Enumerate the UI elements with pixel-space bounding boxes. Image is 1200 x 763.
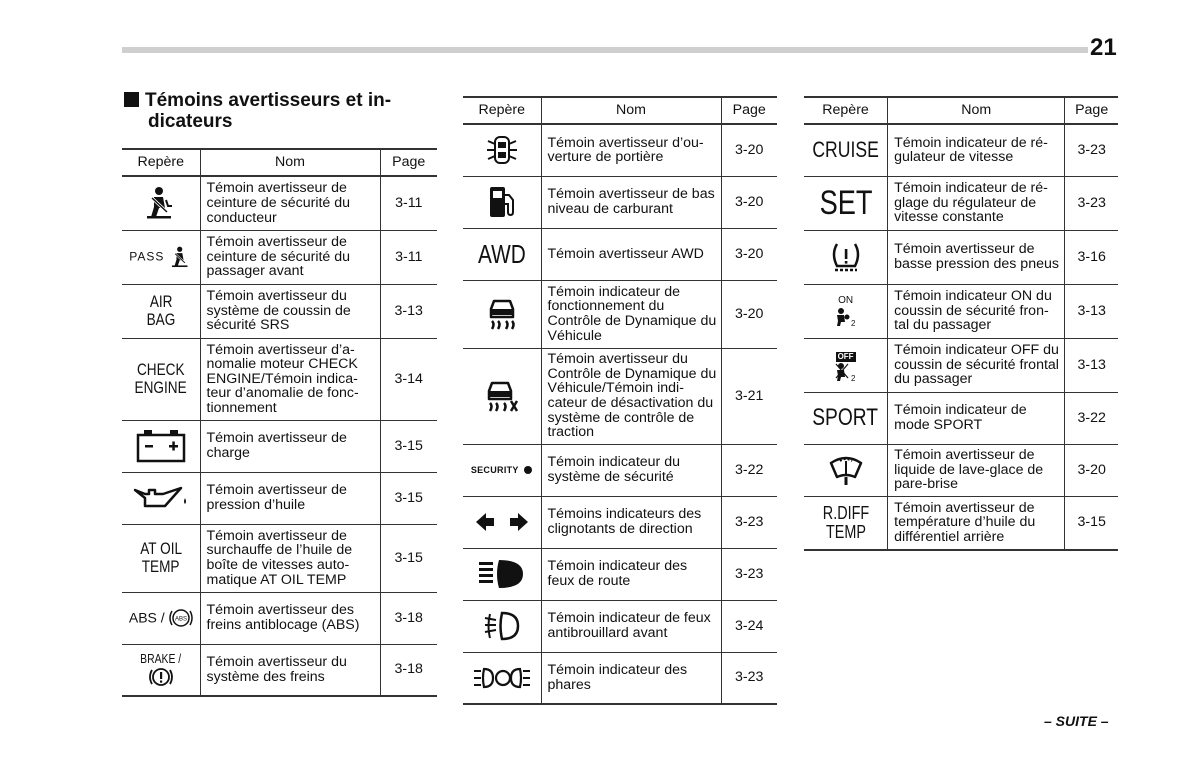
fuel-pump-icon <box>463 176 541 228</box>
page-cell: 3-23 <box>721 496 777 548</box>
page-cell: 3-23 <box>721 652 777 704</box>
brake-icon <box>122 644 200 696</box>
name-cell: Témoin avertisseur de basse pression des pneus <box>888 230 1065 284</box>
name-cell: Témoin avertisseur d’a-nomalie moteur CHECK ENGINE/Témoin indica-teur d’anomalie de fonc-tionnement <box>200 338 380 420</box>
symbol-line-1: R.DIFF <box>822 503 869 524</box>
abs-icon <box>122 592 200 644</box>
table-header <box>804 97 1118 124</box>
table-row <box>463 652 777 704</box>
off-label: OFF <box>837 351 854 361</box>
cruise-text-icon <box>804 124 888 176</box>
name-cell: Témoin indicateur de ré-gulateur de vitesse <box>888 124 1065 176</box>
page-cell: 3-15 <box>380 420 437 472</box>
pass-seatbelt-icon <box>122 230 200 284</box>
security-icon <box>463 444 541 496</box>
table-row <box>804 338 1118 392</box>
page-cell: 3-22 <box>721 444 777 496</box>
page-cell: 3-23 <box>721 548 777 600</box>
table-row <box>122 176 437 230</box>
name-cell: Témoin avertisseur de liquide de lave-glace de pare-brise <box>888 444 1065 496</box>
oil-can-icon <box>122 472 200 524</box>
name-cell: Témoin avertisseur de ceinture de sécurité du conducteur <box>200 176 380 230</box>
page-cell: 3-21 <box>721 348 777 444</box>
name-cell: Témoin avertisseur du système de coussin de sécurité SRS <box>200 284 380 338</box>
table-row <box>463 548 777 600</box>
washer-fluid-icon <box>804 444 888 496</box>
name-cell: Témoin avertisseur de ceinture de sécurité du passager avant <box>200 230 380 284</box>
turn-signal-icon <box>463 496 541 548</box>
symbol-line-2: BAG <box>146 310 176 329</box>
airbag-off-icon <box>804 338 888 392</box>
name-cell: Témoin indicateur de fonctionnement du Contrôle de Dynamique du Véhicule <box>541 280 721 348</box>
name-cell: Témoin indicateur des phares <box>541 652 721 704</box>
symbol-line-1: AT OIL <box>139 539 182 559</box>
table-row <box>122 472 437 524</box>
page-cell: 3-13 <box>1065 338 1118 392</box>
page-cell: 3-11 <box>380 230 437 284</box>
table-header <box>122 149 437 176</box>
page-cell: 3-24 <box>721 600 777 652</box>
table-row <box>122 420 437 472</box>
name-cell: Témoins indicateurs des clignotants de direction <box>541 496 721 548</box>
warning-table-3 <box>804 96 1118 551</box>
name-cell: Témoin indicateur de ré-glage du régulateur de vitesse constante <box>888 176 1065 230</box>
symbol-line-2: TEMP <box>825 521 866 542</box>
set-label: SET <box>819 184 873 222</box>
name-cell: Témoin avertisseur du Contrôle de Dynamique du Véhicule/Témoin indi-cateur de désactivation du système de contrôle de traction <box>541 348 721 444</box>
name-cell: Témoin indicateur de feux antibrouillard avant <box>541 600 721 652</box>
table-row <box>463 280 777 348</box>
name-cell: Témoin indicateur des feux de route <box>541 548 721 600</box>
on-label: ON <box>838 295 854 306</box>
table-row <box>804 392 1118 444</box>
rdiff-temp-text-icon <box>804 496 888 550</box>
warning-table-1 <box>122 148 437 697</box>
col-symbol-header: Repère <box>804 97 888 124</box>
page-number: 21 <box>1090 34 1117 61</box>
vdc-off-icon <box>463 348 541 444</box>
col-page-header: Page <box>721 97 777 124</box>
airbag-on-icon <box>804 284 888 338</box>
page-cell: 3-15 <box>380 524 437 592</box>
page-cell: 3-20 <box>1065 444 1118 496</box>
name-cell: Témoin indicateur OFF du coussin de sécurité frontal du passager <box>888 338 1065 392</box>
name-cell: Témoin indicateur de mode SPORT <box>888 392 1065 444</box>
brake-label: BRAKE / <box>140 651 182 667</box>
page-cell: 3-13 <box>380 284 437 338</box>
page-cell: 3-13 <box>1065 284 1118 338</box>
page-cell: 3-18 <box>380 644 437 696</box>
bullet-square-icon <box>124 92 139 107</box>
table-row <box>122 644 437 696</box>
table-row <box>804 444 1118 496</box>
symbol-line-2: TEMP <box>141 557 180 576</box>
table-row <box>463 444 777 496</box>
symbol-line-1: AIR <box>149 292 173 312</box>
col-page-header: Page <box>380 149 437 176</box>
vdc-skid-icon <box>463 280 541 348</box>
at-oil-temp-text-icon <box>122 524 200 592</box>
table-row <box>122 592 437 644</box>
section-heading <box>124 90 434 132</box>
table-row <box>122 230 437 284</box>
page-cell: 3-11 <box>380 176 437 230</box>
table-row <box>122 338 437 420</box>
page-cell: 3-22 <box>1065 392 1118 444</box>
name-cell: Témoin indicateur ON du coussin de sécurité fron-tal du passager <box>888 284 1065 338</box>
name-cell: Témoin avertisseur du système des freins <box>200 644 380 696</box>
page-cell: 3-15 <box>1065 496 1118 550</box>
page-cell: 3-23 <box>1065 124 1118 176</box>
warning-table-2 <box>463 96 777 705</box>
battery-icon <box>122 420 200 472</box>
name-cell: Témoin avertisseur de température d’huile du différentiel arrière <box>888 496 1065 550</box>
table-row <box>804 496 1118 550</box>
door-open-icon <box>463 124 541 176</box>
cruise-label: CRUISE <box>812 137 879 163</box>
page-cell: 3-20 <box>721 176 777 228</box>
table-row <box>804 124 1118 176</box>
table-row <box>122 524 437 592</box>
page-cell: 3-20 <box>721 228 777 280</box>
col-name-header: Nom <box>888 97 1065 124</box>
awd-label: AWD <box>477 239 526 269</box>
table-header <box>463 97 777 124</box>
continued-footer: – SUITE – <box>1044 713 1109 729</box>
heading-line-1: Témoins avertisseurs et in- <box>145 90 392 111</box>
table-row <box>463 348 777 444</box>
abs-inner-label: ABS <box>174 616 187 623</box>
table-row <box>122 284 437 338</box>
svg-text:2: 2 <box>850 319 856 327</box>
symbol-line-2: ENGINE <box>134 378 187 397</box>
front-fog-icon <box>463 600 541 652</box>
table-row <box>463 124 777 176</box>
col-name-header: Nom <box>200 149 380 176</box>
table-row <box>463 496 777 548</box>
page-cell: 3-20 <box>721 280 777 348</box>
name-cell: Témoin avertisseur AWD <box>541 228 721 280</box>
col-symbol-header: Repère <box>122 149 200 176</box>
tire-pressure-icon <box>804 230 888 284</box>
abs-label: ABS / <box>128 609 165 626</box>
airbag-text-icon <box>122 284 200 338</box>
table-row <box>463 600 777 652</box>
col-name-header: Nom <box>541 97 721 124</box>
high-beam-icon <box>463 548 541 600</box>
name-cell: Témoin avertisseur des freins antiblocage (ABS) <box>200 592 380 644</box>
page-cell: 3-23 <box>1065 176 1118 230</box>
table-row <box>804 176 1118 230</box>
set-text-icon <box>804 176 888 230</box>
table-row <box>463 176 777 228</box>
top-rule <box>122 47 1088 53</box>
heading-line-2: dicateurs <box>148 111 233 132</box>
name-cell: Témoin avertisseur de bas niveau de carburant <box>541 176 721 228</box>
headlight-icon <box>463 652 541 704</box>
col-page-header: Page <box>1065 97 1118 124</box>
sport-label: SPORT <box>812 404 879 431</box>
name-cell: Témoin avertisseur d’ou-verture de portière <box>541 124 721 176</box>
page-cell: 3-18 <box>380 592 437 644</box>
svg-text:2: 2 <box>850 374 856 383</box>
page-cell: 3-20 <box>721 124 777 176</box>
check-engine-text-icon <box>122 338 200 420</box>
pass-label: PASS <box>129 249 165 264</box>
col-symbol-header: Repère <box>463 97 541 124</box>
security-label: SECURITY <box>470 464 519 475</box>
table-row <box>804 284 1118 338</box>
page-cell: 3-16 <box>1065 230 1118 284</box>
name-cell: Témoin indicateur du système de sécurité <box>541 444 721 496</box>
name-cell: Témoin avertisseur de charge <box>200 420 380 472</box>
symbol-line-1: CHECK <box>136 360 185 380</box>
name-cell: Témoin avertisseur de surchauffe de l’huile de boîte de vitesses auto-matique AT OIL TEMP <box>200 524 380 592</box>
sport-text-icon <box>804 392 888 444</box>
seatbelt-icon <box>122 176 200 230</box>
table-row <box>463 228 777 280</box>
awd-text-icon <box>463 228 541 280</box>
page-cell: 3-15 <box>380 472 437 524</box>
name-cell: Témoin avertisseur de pression d’huile <box>200 472 380 524</box>
table-row <box>804 230 1118 284</box>
page-cell: 3-14 <box>380 338 437 420</box>
